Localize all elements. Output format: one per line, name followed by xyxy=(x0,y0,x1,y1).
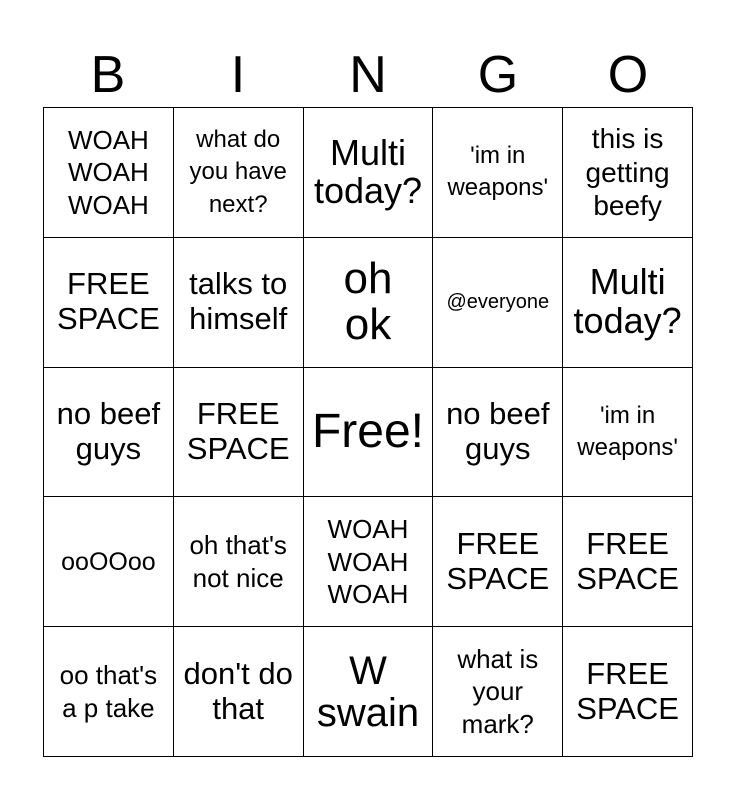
cell-text: 'im in weapons' xyxy=(577,401,678,461)
cell-text: W swain xyxy=(316,648,420,735)
bingo-cell[interactable] xyxy=(563,627,693,757)
bingo-cell[interactable] xyxy=(44,238,174,368)
cell-text: talks to himself xyxy=(189,266,288,337)
cell-text: what do you have next? xyxy=(189,125,287,218)
bingo-cell[interactable] xyxy=(433,627,563,757)
cell-text: 'im in weapons' xyxy=(447,142,549,202)
bingo-cell[interactable] xyxy=(304,238,434,368)
bingo-cell[interactable] xyxy=(174,108,304,238)
cell-text: @everyone xyxy=(446,291,550,314)
cell-text: FREE SPACE xyxy=(186,396,290,466)
cell-text: no beef guys xyxy=(56,396,161,466)
cell-text: don't do that xyxy=(183,655,293,726)
header-letter-n: N xyxy=(349,46,387,104)
bingo-cell[interactable] xyxy=(44,108,174,238)
cell-text: Free! xyxy=(311,404,424,458)
header-letter-b: B xyxy=(90,46,126,104)
cell-text: FREE SPACE xyxy=(446,526,550,596)
bingo-cell[interactable] xyxy=(563,497,693,627)
bingo-cell[interactable] xyxy=(563,108,693,238)
bingo-cell[interactable] xyxy=(174,238,304,368)
bingo-cell[interactable] xyxy=(433,238,563,368)
cell-text: FREE SPACE xyxy=(56,266,160,337)
cell-text: Multi today? xyxy=(573,261,682,342)
bingo-cell[interactable] xyxy=(174,368,304,498)
bingo-cell[interactable] xyxy=(174,627,304,757)
bingo-cell[interactable] xyxy=(304,627,434,757)
cell-text: what is your mark? xyxy=(457,643,539,739)
bingo-header xyxy=(43,44,693,106)
bingo-cell[interactable] xyxy=(304,108,434,238)
bingo-cell[interactable] xyxy=(433,497,563,627)
cell-text: oh that's not nice xyxy=(189,530,287,593)
cell-text: no beef guys xyxy=(446,396,550,466)
bingo-cell[interactable] xyxy=(44,497,174,627)
bingo-cell[interactable] xyxy=(433,108,563,238)
bingo-cell[interactable] xyxy=(304,368,434,498)
header-letter-i: I xyxy=(230,46,246,104)
cell-text: WOAH WOAH WOAH xyxy=(67,124,149,220)
bingo-cell[interactable] xyxy=(44,368,174,498)
cell-text: oh ok xyxy=(343,254,393,350)
bingo-board xyxy=(43,107,693,757)
bingo-cell[interactable] xyxy=(44,627,174,757)
cell-text: FREE SPACE xyxy=(576,526,679,596)
cell-text: WOAH WOAH WOAH xyxy=(327,514,409,610)
cell-text: this is getting beefy xyxy=(585,123,670,222)
cell-text: ooOOoo xyxy=(61,547,156,576)
cell-text: Multi today? xyxy=(313,131,423,212)
header-letter-g: G xyxy=(477,46,519,104)
bingo-cell[interactable] xyxy=(433,368,563,498)
cell-text: oo that's a p take xyxy=(59,660,158,723)
header-letter-o: O xyxy=(607,46,649,104)
cell-text: FREE SPACE xyxy=(576,655,679,726)
bingo-cell[interactable] xyxy=(304,497,434,627)
bingo-cell[interactable] xyxy=(563,238,693,368)
bingo-cell[interactable] xyxy=(174,497,304,627)
bingo-cell[interactable] xyxy=(563,368,693,498)
